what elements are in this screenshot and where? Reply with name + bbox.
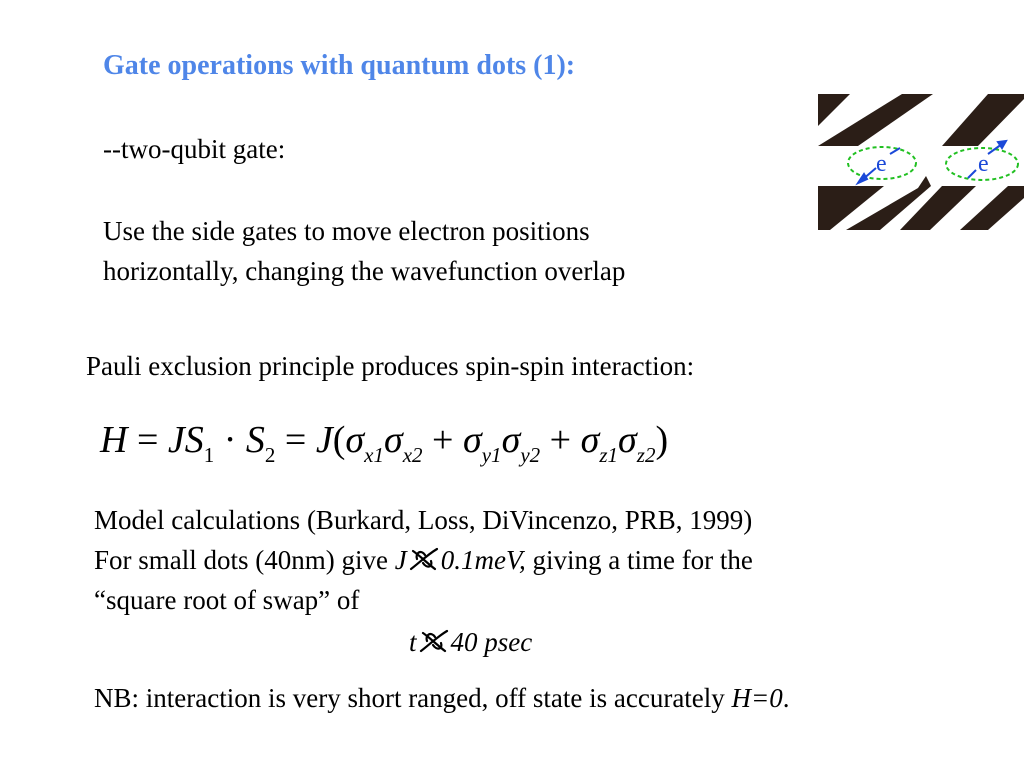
eq-sigma-y2: σ — [501, 419, 521, 461]
eq-lparen: ( — [332, 419, 346, 461]
hamiltonian-equation — [100, 418, 668, 468]
model-line-2-suffix: giving a time for the — [532, 545, 753, 575]
eq-plus-1: + — [432, 419, 454, 461]
model-line-1: Model calculations (Burkard, Loss, DiVincenzo, PRB, 1999) — [94, 505, 753, 535]
eq-dot: · — [223, 419, 237, 461]
electron-label-right: e — [978, 151, 989, 177]
eq-sigma-y1: σ — [462, 419, 482, 461]
gate-electrodes — [818, 94, 1024, 230]
eq-J1: J — [167, 419, 185, 461]
eq-sub-x2: x2 — [402, 443, 423, 467]
eq-J2: J — [315, 419, 333, 461]
subtitle: --two-qubit gate: — [103, 134, 286, 164]
pauli-text: Pauli exclusion principle produces spin-spin interaction: — [86, 351, 695, 381]
approx-symbol-icon — [407, 545, 441, 573]
eq-sub-1: 1 — [203, 443, 215, 467]
eq-sub-x1: x1 — [364, 443, 384, 467]
eq-sub-z1: z1 — [599, 443, 619, 467]
time-symbol: t — [409, 627, 417, 657]
swap-time — [409, 622, 532, 662]
model-line-2-prefix: For small dots (40nm) give — [94, 545, 395, 575]
eq-sub-2: 2 — [264, 443, 276, 467]
eq-H: H — [100, 419, 128, 461]
eq-sigma-z1: σ — [580, 419, 600, 461]
nb-period: . — [782, 683, 790, 713]
nb-H-zero: H=0 — [731, 683, 783, 713]
eq-S2: S — [245, 419, 265, 461]
time-value: 40 psec — [450, 627, 533, 657]
eq-sigma-x1: σ — [345, 419, 365, 461]
eq-sub-z2: z2 — [636, 443, 656, 467]
quantum-dot-gates-diagram — [818, 94, 1024, 231]
eq-sub-y2: y2 — [520, 443, 541, 467]
description-line-1: Use the side gates to move electron positions — [103, 216, 590, 246]
eq-plus-2: + — [549, 419, 572, 461]
model-line-2 — [94, 540, 753, 580]
electron-label-left: e — [876, 151, 887, 177]
eq-S1: S — [184, 419, 204, 461]
description-line-2: horizontally, changing the wavefunction overlap — [103, 256, 626, 286]
nb-text — [94, 678, 790, 718]
eq-sigma-x2: σ — [383, 419, 403, 461]
eq-equals-2: = — [284, 419, 307, 461]
model-J-symbol: J — [394, 545, 407, 575]
slide-title: Gate operations with quantum dots (1): — [103, 50, 576, 81]
model-line-3: “square root of swap” of — [94, 585, 360, 615]
eq-rparen: ) — [655, 419, 669, 461]
approx-symbol-icon — [417, 627, 451, 655]
model-J-value: 0.1meV, — [440, 545, 526, 575]
eq-equals-1: = — [136, 419, 159, 461]
nb-prefix: NB: interaction is very short ranged, off state is accurately — [94, 683, 732, 713]
eq-sigma-z2: σ — [618, 419, 637, 461]
eq-sub-y1: y1 — [481, 443, 502, 467]
